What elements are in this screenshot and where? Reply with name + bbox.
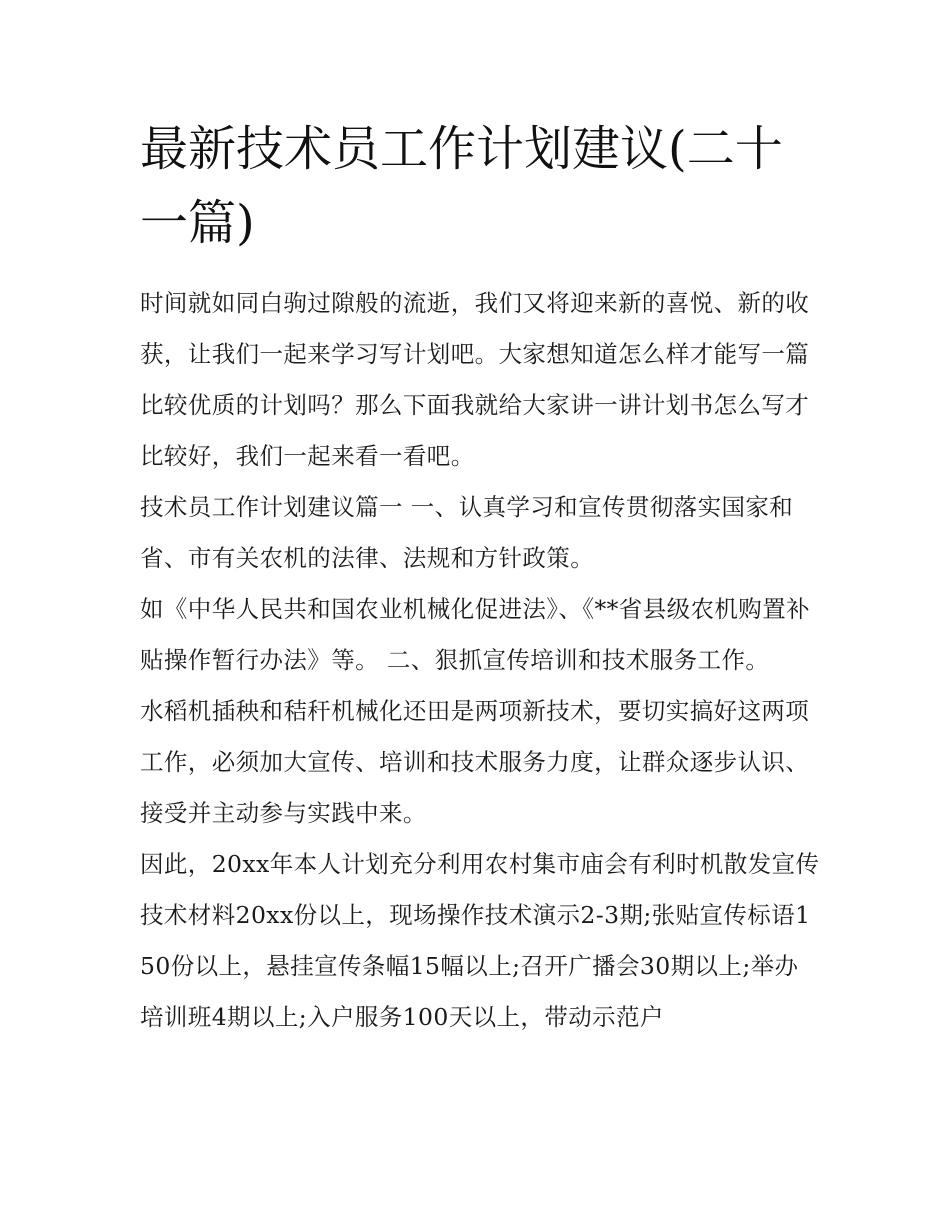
paragraph-new-tech: 水稻机插秧和秸秆机械化还田是两项新技术，要切实搞好这两项工作，必须加大宣传、培训和技术服务力度，让群众逐步认识、接受并主动参与实践中来。 <box>140 697 810 827</box>
paragraph-laws: 如《中华人民共和国农业机械化促进法》、《**省县级农机购置补贴操作暂行办法》等。 二、狠抓宣传培训和技术服务工作。 <box>140 595 810 674</box>
paragraph-section-one: 技术员工作计划建议篇一 一、认真学习和宣传贯彻落实国家和省、市有关农机的法律、法规和方针政策。 <box>140 493 794 572</box>
document-title: 最新技术员工作计划建议(二十一篇) <box>140 121 783 251</box>
document-body <box>140 278 820 1043</box>
paragraph-plan-targets: 因此，20xx年本人计划充分利用农村集市庙会有利时机散发宣传技术材料20xx份以上，现场操作技术演示2-3期;张贴宣传标语150份以上，悬挂宣传条幅15幅以上;召开广播会30期以上;举办培训班4期以上;入户服务100天以上，带动示范户 <box>140 850 820 1031</box>
paragraph-intro: 时间就如同白驹过隙般的流逝，我们又将迎来新的喜悦、新的收获，让我们一起来学习写计划吧。大家想知道怎么样才能写一篇比较优质的计划吗？那么下面我就给大家讲一讲计划书怎么写才比较好，我们一起来看一看吧。 <box>140 289 810 470</box>
